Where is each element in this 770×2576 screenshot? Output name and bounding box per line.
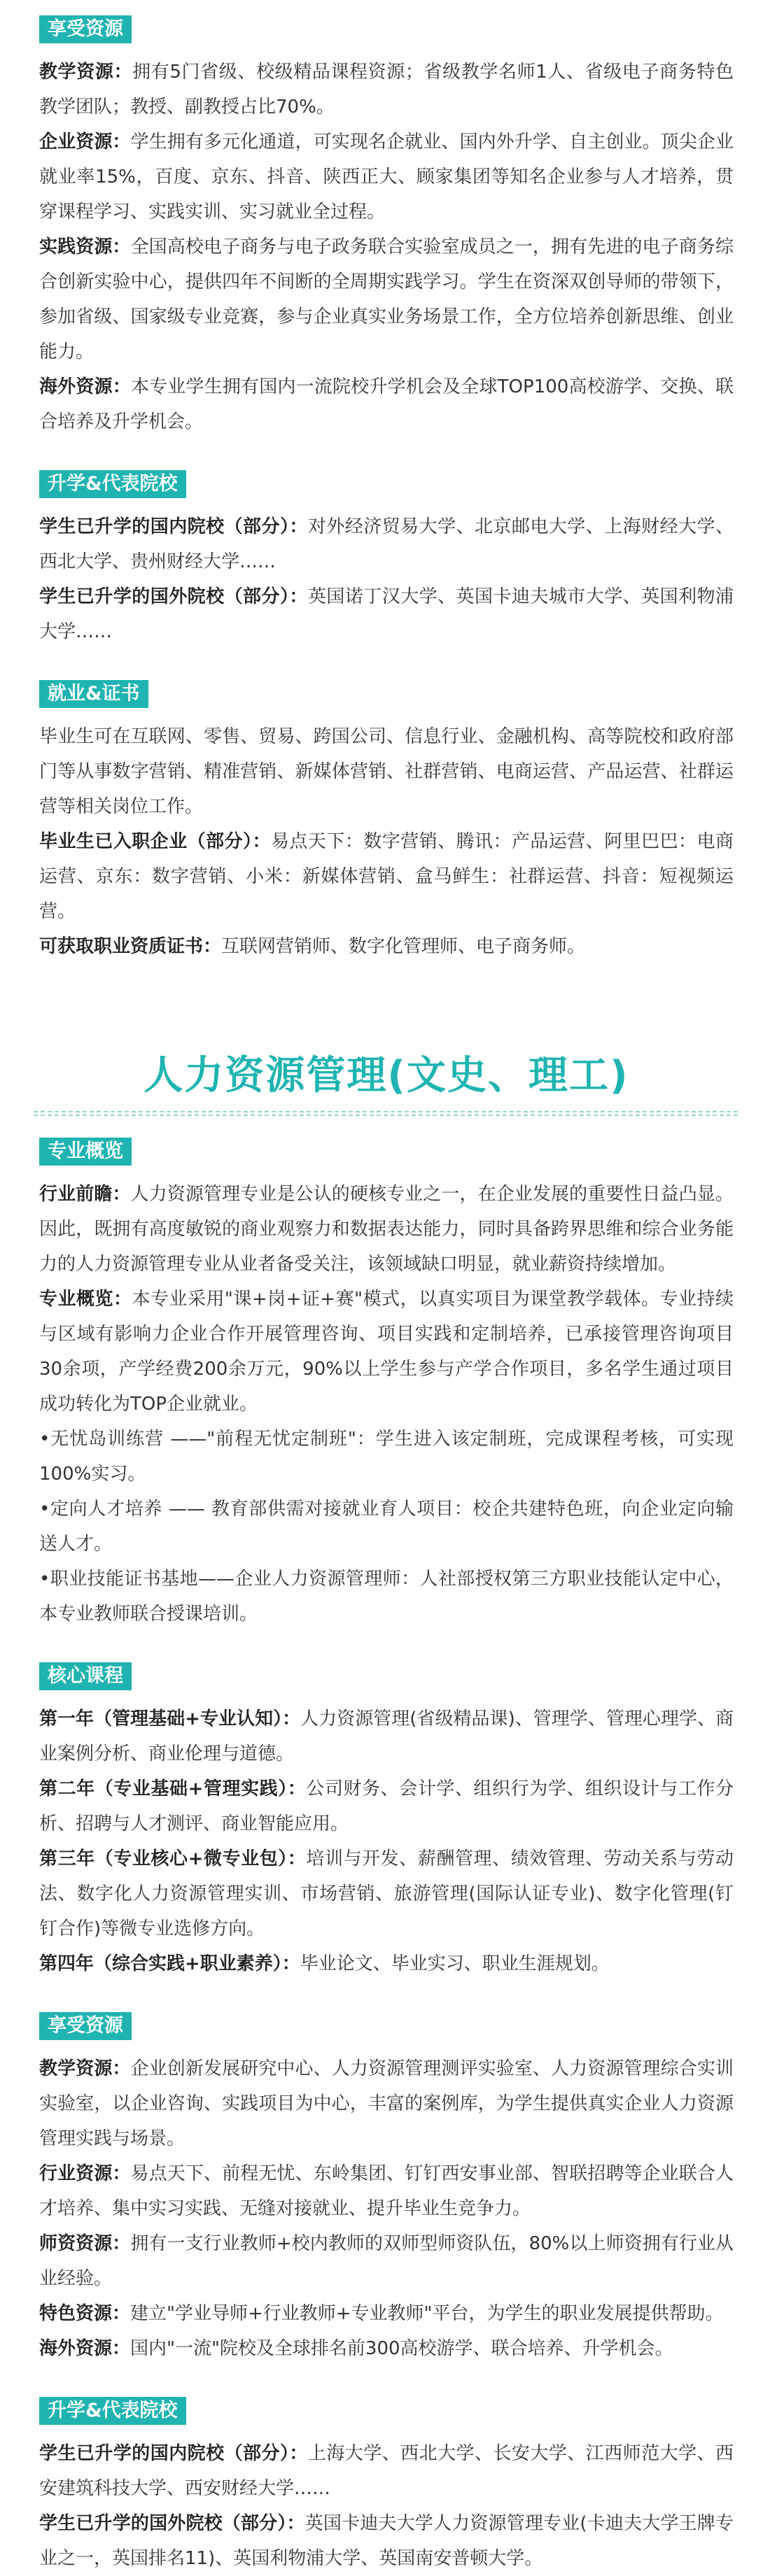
paragraph: 毕业生可在互联网、零售、贸易、跨国公司、信息行业、金融机构、高等院校和政府部门等从事数字营销、精准营销、新媒体营销、社群营销、电商运营、产品运营、社群运营等相关岗位工作。 — [39, 726, 734, 817]
para-label: 教学资源： — [39, 2058, 131, 2079]
para-label: 师资资源： — [39, 2233, 131, 2254]
major-title: 人力资源管理(文史、理工) — [144, 1053, 629, 1098]
para-label: 第四年（综合实践+职业素养）： — [39, 1953, 300, 1974]
para-text: 本专业采用"课+岗+证+赛"模式，以真实项目为课堂教学载体。专业持续与区域有影响力企业合作开展管理咨询、项目实践和定制培养，已承接管理咨询项目30余项，产学经费200余万元，90%以上学生参与产学合作项目，多名学生通过项目成功转化为TOP企业就业。 — [39, 1289, 734, 1415]
para-label: 学生已升学的国内院校（部分）： — [39, 2443, 308, 2464]
para-text: 对外经济贸易大学、北京邮电大学、上海财经大学、西北大学、贵州财经大学…… — [39, 516, 734, 572]
paragraph — [39, 579, 734, 649]
enjoy-resources-section-1 — [39, 15, 734, 439]
para-label: 海外资源： — [39, 376, 131, 397]
paragraph — [39, 1177, 734, 1282]
paragraph — [39, 824, 734, 929]
paragraph — [39, 125, 734, 229]
section-badge: 就业&证书 — [39, 680, 148, 708]
paragraph — [39, 2436, 734, 2506]
para-text: 拥有5门省级、校级精品课程资源；省级教学名师1人、省级电子商务特色教学团队；教授、副教授占比70%。 — [39, 62, 734, 118]
paragraph — [39, 229, 734, 369]
further-study-section-2 — [39, 2397, 734, 2576]
paragraph — [39, 2051, 734, 2156]
para-text: 本专业学生拥有国内一流院校升学机会及全球TOP100高校游学、交换、联合培养及升学机会。 — [39, 376, 734, 432]
paragraph — [39, 1771, 734, 1841]
para-text: 公司财务、会计学、组织行为学、组织设计与工作分析、招聘与人才测评、商业智能应用。 — [39, 1778, 734, 1834]
para-text: 毕业论文、毕业实习、职业生涯规划。 — [300, 1953, 610, 1974]
section-badge: 专业概览 — [39, 1138, 132, 1166]
paragraph — [39, 2156, 734, 2226]
para-label: 海外资源： — [39, 2338, 131, 2359]
para-label: 第一年（管理基础+专业认知）： — [39, 1708, 301, 1729]
para-text: 人力资源管理(省级精品课)、管理学、管理心理学、商业案例分析、商业伦理与道德。 — [39, 1708, 734, 1764]
paragraph — [39, 1282, 734, 1422]
section-badge: 享受资源 — [39, 15, 132, 43]
para-text: 英国卡迪夫大学人力资源管理专业(卡迪夫大学王牌专业之一，英国排名11)、英国利物浦大学、英国南安普顿大学。 — [39, 2513, 734, 2569]
para-text: 易点天下：数字营销、腾讯：产品运营、阿里巴巴：电商运营、京东：数字营销、小米：新媒体营销、盒马鲜生：社群运营、抖音：短视频运营。 — [39, 831, 734, 922]
section-badge: 核心课程 — [39, 1662, 132, 1690]
paragraph — [39, 1841, 734, 1946]
further-study-section-1 — [39, 470, 734, 649]
para-label: 第三年（专业核心+微专业包）： — [39, 1848, 307, 1869]
para-label: 行业前瞻： — [39, 1184, 131, 1205]
para-label: 实践资源： — [39, 236, 131, 257]
jobs-certificates-section — [39, 680, 734, 964]
para-label: 学生已升学的国外院校（部分）： — [39, 586, 308, 607]
overview-section — [39, 1138, 734, 1632]
para-label: 行业资源： — [39, 2163, 131, 2184]
section-badge: 享受资源 — [39, 2012, 132, 2040]
para-text: 互联网营销师、数字化管理师、电子商务师。 — [221, 936, 586, 957]
core-courses-section — [39, 1662, 734, 1981]
para-label: 企业资源： — [39, 132, 131, 153]
para-label: 毕业生已入职企业（部分）： — [39, 831, 271, 852]
paragraph — [39, 1946, 734, 1981]
para-label: 第二年（专业基础+管理实践）： — [39, 1778, 307, 1799]
spacer — [39, 995, 734, 1049]
para-text: 人力资源管理专业是公认的硬核专业之一，在企业发展的重要性日益凸显。因此，既拥有高度敏锐的商业观察力和数据表达能力，同时具备跨界思维和综合业务能力的人力资源管理专业从业者备受关注，该领域缺口明显，就业薪资持续增加。 — [39, 1184, 734, 1275]
section-badge: 升学&代表院校 — [39, 2397, 186, 2425]
para-label: 教学资源： — [39, 62, 133, 83]
para-text: 国内"一流"院校及全球排名前300高校游学、联合培养、升学机会。 — [130, 2338, 673, 2359]
para-text: 拥有一支行业教师+校内教师的双师型师资队伍，80%以上师资拥有行业从业经验。 — [39, 2233, 734, 2289]
para-label: 特色资源： — [39, 2303, 131, 2324]
paragraph — [39, 929, 734, 964]
para-text: 全国高校电子商务与电子政务联合实验室成员之一，拥有先进的电子商务综合创新实验中心，提供四年不间断的全周期实践学习。学生在资深双创导师的带领下，参加省级、国家级专业竞赛，参与企业真实业务场景工作，全方位培养创新思维、创业能力。 — [39, 236, 734, 362]
para-text: 易点天下、前程无忧、东岭集团、钉钉西安事业部、智联招聘等企业联合人才培养、集中实习实践、无缝对接就业、提升毕业生竞争力。 — [39, 2163, 734, 2219]
paragraph — [39, 2331, 734, 2366]
paragraph — [39, 369, 734, 439]
paragraph — [39, 509, 734, 579]
paragraph — [39, 55, 734, 125]
para-text: 建立"学业导师+行业教师+专业教师"平台，为学生的职业发展提供帮助。 — [130, 2303, 724, 2324]
para-label: 学生已升学的国外院校（部分）： — [39, 2513, 305, 2534]
paragraph: •职业技能证书基地——企业人力资源管理师：人社部授权第三方职业技能认定中心，本专业教师联合授课培训。 — [39, 1569, 734, 1625]
para-label: 可获取职业资质证书： — [39, 936, 222, 957]
para-text: 培训与开发、薪酬管理、绩效管理、劳动关系与劳动法、数字化人力资源管理实训、市场营销、旅游管理(国际认证专业)、数字化管理(钉钉合作)等微专业选修方向。 — [39, 1848, 734, 1939]
paragraph: •无忧岛训练营 ——"前程无忧定制班"：学生进入该定制班，完成课程考核，可实现100%实习。 — [39, 1429, 734, 1485]
para-text: 上海大学、西北大学、长安大学、江西师范大学、西安建筑科技大学、西安财经大学…… — [39, 2443, 734, 2499]
para-text: 企业创新发展研究中心、人力资源管理测评实验室、人力资源管理综合实训实验室，以企业咨询、实践项目为中心，丰富的案例库，为学生提供真实企业人力资源管理实践与场景。 — [39, 2058, 734, 2149]
enjoy-resources-section-2 — [39, 2012, 734, 2366]
para-label: 学生已升学的国内院校（部分）： — [39, 516, 308, 537]
para-label: 专业概览： — [39, 1289, 132, 1310]
paragraph: •定向人才培养 —— 教育部供需对接就业育人项目：校企共建特色班，向企业定向输送人才。 — [39, 1499, 734, 1555]
paragraph — [39, 2296, 734, 2331]
para-text: 英国诺丁汉大学、英国卡迪夫城市大学、英国利物浦大学…… — [39, 586, 734, 642]
section-badge: 升学&代表院校 — [39, 470, 186, 498]
para-text: 学生拥有多元化通道，可实现名企就业、国内外升学、自主创业。顶尖企业就业率15%，百度、京东、抖音、陕西正大、顾家集团等知名企业参与人才培养，贯穿课程学习、实践实训、实习就业全过程。 — [39, 132, 734, 222]
paragraph — [39, 2226, 734, 2296]
title-divider — [34, 1110, 739, 1117]
paragraph — [39, 2506, 734, 2576]
paragraph — [39, 1701, 734, 1771]
